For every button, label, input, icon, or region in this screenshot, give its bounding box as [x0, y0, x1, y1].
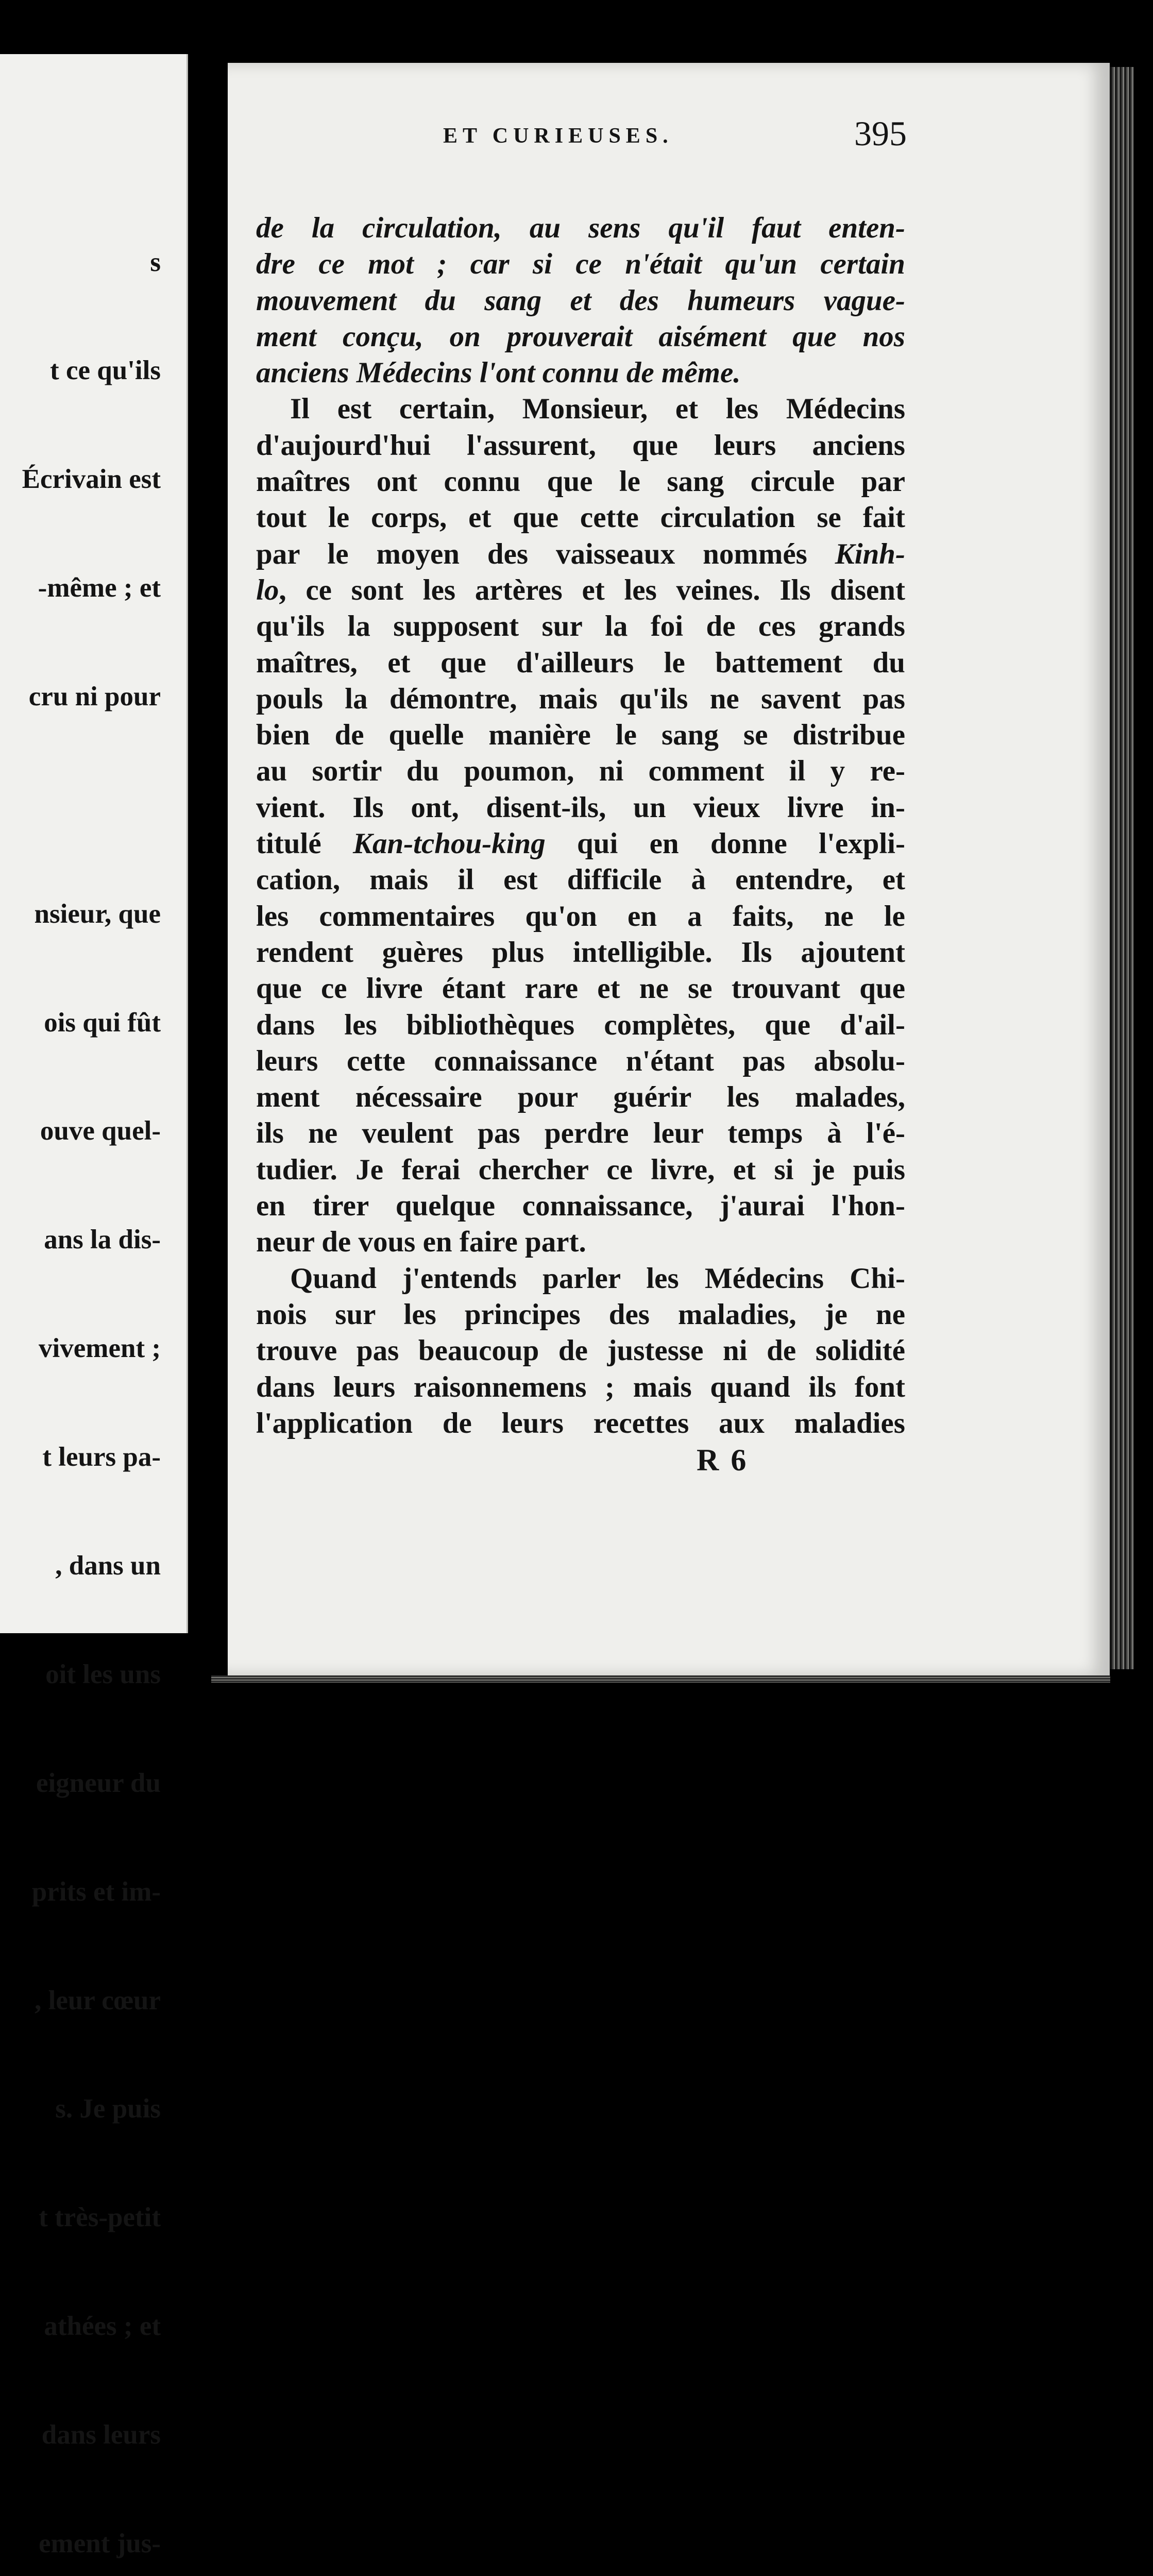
text-line: qu'ils la supposent sur la foi de ces grands — [256, 610, 905, 643]
text-line: cation, mais il est difficile à entendre, et — [256, 863, 905, 896]
text-line: leurs cette connaissance n'étant pas absolu- — [256, 1044, 905, 1077]
text-line: tudier. Je ferai chercher ce livre, et si je puis — [256, 1153, 905, 1186]
left-line: t très-petit — [39, 2202, 161, 2233]
text-span: titulé — [256, 827, 353, 860]
left-line: -même ; et — [38, 573, 161, 603]
signature-mark: R 6 — [697, 1443, 749, 1477]
left-line: ement jus- — [39, 2529, 161, 2558]
left-line: ouve quel- — [40, 1116, 161, 1146]
text-line: maîtres ont connu que le sang circule par — [256, 465, 905, 498]
text-line: anciens Médecins l'ont connu de même. — [256, 357, 741, 389]
text-line: ils ne veulent pas perdre leur temps à l'é- — [256, 1117, 905, 1150]
bottom-page-edge — [211, 1675, 1110, 1683]
page-edge — [1110, 67, 1133, 1669]
italic-term: Kan-tchou-king — [352, 827, 546, 860]
text-line: neur de vous en faire part. — [256, 1226, 586, 1259]
text-line: Quand j'entends parler les Médecins Chi- — [290, 1262, 905, 1295]
italic-term: lo — [256, 573, 279, 606]
left-line: s. Je puis — [55, 2094, 161, 2124]
text-line: Il est certain, Monsieur, et les Médecins — [290, 393, 905, 426]
text-line — [256, 572, 905, 608]
left-line: , dans un — [55, 1550, 161, 1581]
page-number: 395 — [854, 114, 907, 153]
text-line: dre ce mot ; car si ce n'était qu'un certain — [256, 248, 905, 281]
text-line: vient. Ils ont, disent-ils, un vieux livre in- — [256, 791, 905, 824]
italic-term: Kinh- — [835, 537, 905, 570]
left-line: Écrivain est — [22, 464, 161, 495]
text-line: dans leurs raisonnemens ; mais quand ils font — [256, 1370, 905, 1403]
text-line: au sortir du poumon, ni comment il y re- — [256, 755, 905, 788]
left-line: nsieur, que — [34, 899, 161, 929]
left-line: prits et im- — [31, 1876, 161, 1907]
left-line: vivement ; — [39, 1333, 161, 1364]
text-line: mouvement du sang et des humeurs vague- — [256, 284, 905, 317]
text-line — [256, 826, 905, 862]
text-span: , ce sont les artères et les veines. Ils disent — [279, 573, 905, 606]
text-span: qui en donne l'expli- — [545, 827, 906, 860]
left-line: dans leurs — [41, 2420, 161, 2450]
left-line: s — [150, 247, 161, 277]
left-page-text — [22, 172, 161, 2576]
page-header — [443, 113, 907, 160]
text-line: ment nécessaire pour guérir les malades, — [256, 1081, 905, 1114]
left-line: ans la dis- — [44, 1225, 161, 1255]
text-line: maîtres, et que d'ailleurs le battement du — [256, 646, 905, 679]
left-line: , leur cœur — [35, 1985, 161, 2015]
body-text — [256, 210, 905, 1442]
text-line: que ce livre étant rare et ne se trouvant que — [256, 972, 905, 1005]
text-line — [256, 536, 905, 572]
text-line: les commentaires qu'on en a faits, ne le — [256, 900, 905, 933]
left-line: ois qui fût — [44, 1007, 161, 1038]
text-line: dans les bibliothèques complètes, que d'ail- — [256, 1008, 905, 1041]
text-line: l'application de leurs recettes aux maladies — [256, 1406, 905, 1439]
text-line: en tirer quelque connaissance, j'aurai l'hon- — [256, 1190, 905, 1223]
text-line: tout le corps, et que cette circulation se fait — [256, 501, 905, 534]
text-line: pouls la démontre, mais qu'ils ne savent pas — [256, 682, 905, 715]
text-line: nois sur les principes des maladies, je ne — [256, 1298, 905, 1331]
text-line: d'aujourd'hui l'assurent, que leurs anciens — [256, 429, 905, 462]
text-line: bien de quelle manière le sang se distribue — [256, 719, 905, 752]
left-line: t leurs pa- — [42, 1442, 161, 1472]
left-page — [0, 54, 188, 2558]
left-line: t ce qu'ils — [50, 355, 161, 386]
text-span: par le moyen des vaisseaux nommés — [256, 537, 835, 570]
left-line: athées ; et — [44, 2311, 161, 2342]
text-line: trouve pas beaucoup de justesse ni de solidité — [256, 1334, 905, 1367]
running-head: ET CURIEUSES. — [443, 124, 673, 148]
left-line: cru ni pour — [28, 682, 161, 712]
left-line: eigneur du — [36, 1768, 161, 1798]
text-line: rendent guères plus intelligible. Ils ajoutent — [256, 936, 905, 969]
left-line: oit les uns — [45, 1659, 161, 1689]
text-line: ment conçu, on prouverait aisément que nos — [256, 320, 905, 353]
text-line: de la circulation, au sens qu'il faut enten- — [256, 212, 905, 244]
